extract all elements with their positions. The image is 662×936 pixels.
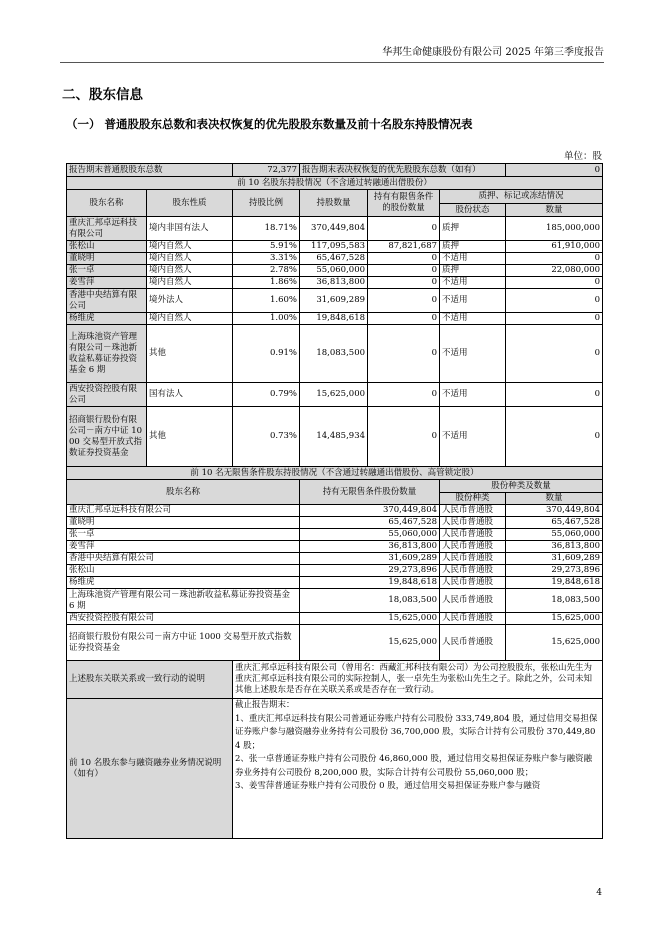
pledge-amount: 0 [506,253,603,265]
pledge-status: 不适用 [440,325,506,383]
share-amount: 65,467,528 [506,517,603,529]
table-row [67,407,603,467]
pledge-status: 不适用 [440,289,506,313]
pledge-amount: 185,000,000 [506,217,603,241]
page-number: 4 [596,888,602,898]
pledge-status: 不适用 [440,277,506,289]
unrestricted-header-row-1 [67,480,603,493]
restricted-qty: 87,821,687 [368,241,440,253]
section-title: 二、股东信息 [62,87,143,103]
table-row [67,265,603,277]
shareholder-table [66,163,603,839]
share-type: 人民币普通股 [440,553,506,565]
share-amount: 18,083,500 [506,589,603,613]
pledge-status: 不适用 [440,313,506,325]
table-row [67,529,603,541]
shareholder-name: 姜雪萍 [67,277,147,289]
shareholder-name: 上海珠池资产管理有限公司－珠池新收益私募证券投资基金 6 期 [67,325,147,383]
margin-financing-line: 截止报告期末： [235,700,295,710]
table-row [67,253,603,265]
restricted-qty: 0 [368,383,440,407]
holding-ratio: 0.73% [233,407,300,467]
restricted-qty: 0 [368,407,440,467]
margin-financing-line: 3、姜雪萍普通证券账户持有公司股份 0 股，通过信用交易担保证券账户参与融资 [235,781,541,791]
shareholder-nature: 境内自然人 [147,265,233,277]
unrestricted-qty: 15,625,000 [300,613,440,625]
restricted-qty: 0 [368,265,440,277]
holding-ratio: 0.91% [233,325,300,383]
margin-financing-line: 1、重庆汇邦卓远科技有限公司普通证券账户持有公司股份 333,749,804 股，通过信用交易担保证券账户参与融资融券业务持有公司股份 36,700,000 股，实际合计持有公司股份 370,449,804 股； [235,713,598,751]
table-row [67,241,603,253]
table-row [67,553,603,565]
unrestricted-section-label: 前 10 名无限售条件股东持股情况（不含通过转融通出借股份、高管锁定股） [67,467,603,480]
col-header-ratio: 持股比例 [233,190,300,217]
pledge-status: 不适用 [440,253,506,265]
shareholder-name: 招商银行股份有限公司－南方中证 1000 交易型开放式指数证券投资基金 [67,625,300,661]
share-amount: 29,273,896 [506,565,603,577]
share-type: 人民币普通股 [440,505,506,517]
holding-ratio: 18.71% [233,217,300,241]
holding-qty: 18,083,500 [300,325,368,383]
restricted-qty: 0 [368,313,440,325]
col-header-amount: 数量 [506,493,603,505]
col-header-type-group: 股份种类及数量 [440,480,603,493]
unrestricted-qty: 15,625,000 [300,625,440,661]
total-holders-label: 报告期末普通股股东总数 [67,164,233,177]
unrestricted-qty: 36,813,800 [300,541,440,553]
table-row [67,565,603,577]
holding-qty: 55,060,000 [300,265,368,277]
running-header: 华邦生命健康股份有限公司 2025 年第三季度报告 [60,46,604,63]
restricted-qty: 0 [368,325,440,383]
relations-text: 重庆汇邦卓远科技有限公司（曾用名：西藏汇邦科技有限公司）为公司控股股东，张松山先生为重庆汇邦卓远科技有限公司的实际控制人，张一卓先生为张松山先生之子。除此之外，公司未知其他上述股东是否存在关联关系或是否存在一致行动。 [233,661,603,699]
table-row [67,577,603,589]
col-header-status: 股份状态 [440,204,506,217]
subsection-title: （一） 普通股股东总数和表决权恢复的优先股股东数量及前十名股东持股情况表 [66,117,473,131]
shareholder-nature: 其他 [147,407,233,467]
share-type: 人民币普通股 [440,517,506,529]
share-type: 人民币普通股 [440,541,506,553]
col-header-unrestricted-qty: 持有无限售条件股份数量 [300,480,440,505]
shareholder-nature: 国有法人 [147,383,233,407]
top10-header-row-1 [67,190,603,204]
table-row [67,313,603,325]
relations-row [67,661,603,699]
table-row [67,289,603,313]
holding-ratio: 0.79% [233,383,300,407]
holding-qty: 370,449,804 [300,217,368,241]
shareholder-name: 张松山 [67,241,147,253]
pledge-status: 质押 [440,265,506,277]
holding-ratio: 1.00% [233,313,300,325]
holding-qty: 31,609,289 [300,289,368,313]
shareholder-name: 杨维虎 [67,313,147,325]
col-header-restricted: 持有有限售条件的股份数量 [368,190,440,217]
shareholder-name: 西安投资控股有限公司 [67,383,147,407]
pledge-status: 不适用 [440,383,506,407]
table-row [67,589,603,613]
table-row [67,613,603,625]
relations-label: 上述股东关联关系或一致行动的说明 [67,661,233,699]
pledge-amount: 0 [506,277,603,289]
unrestricted-qty: 18,083,500 [300,589,440,613]
shareholder-name: 西安投资控股有限公司 [67,613,300,625]
col-header-name: 股东名称 [67,190,147,217]
table-row [67,541,603,553]
unrestricted-qty: 29,273,896 [300,565,440,577]
share-amount: 55,060,000 [506,529,603,541]
holding-qty: 14,485,934 [300,407,368,467]
shareholder-name: 香港中央结算有限公司 [67,289,147,313]
holding-ratio: 3.31% [233,253,300,265]
margin-financing-row [67,699,603,839]
share-amount: 31,609,289 [506,553,603,565]
holding-qty: 15,625,000 [300,383,368,407]
restricted-qty: 0 [368,289,440,313]
col-header-pledge: 质押、标记或冻结情况 [440,190,603,204]
holding-qty: 36,813,800 [300,277,368,289]
preferred-holders-label: 报告期末表决权恢复的优先股股东总数（如有） [300,164,506,177]
share-amount: 15,625,000 [506,625,603,661]
share-type: 人民币普通股 [440,565,506,577]
preferred-holders-value: 0 [506,164,603,177]
margin-financing-label: 前 10 名股东参与融资融券业务情况说明（如有） [67,699,233,839]
shareholder-nature: 境内自然人 [147,313,233,325]
shareholder-name: 张一卓 [67,529,300,541]
total-holders-value: 72,377 [233,164,300,177]
shareholder-name: 重庆汇邦卓远科技有限公司 [67,217,147,241]
share-amount: 15,625,000 [506,613,603,625]
holding-ratio: 1.86% [233,277,300,289]
share-amount: 370,449,804 [506,505,603,517]
table-row [67,217,603,241]
table-row [67,383,603,407]
pledge-amount: 0 [506,325,603,383]
holding-ratio: 5.91% [233,241,300,253]
unrestricted-qty: 55,060,000 [300,529,440,541]
unrestricted-qty: 65,467,528 [300,517,440,529]
shareholder-name: 上海珠池资产管理有限公司－珠池新收益私募证券投资基金 6 期 [67,589,300,613]
shareholder-nature: 境内自然人 [147,277,233,289]
pledge-amount: 61,910,000 [506,241,603,253]
pledge-status: 不适用 [440,407,506,467]
share-type: 人民币普通股 [440,613,506,625]
holding-qty: 19,848,618 [300,313,368,325]
table-row [67,625,603,661]
shareholder-nature: 其他 [147,325,233,383]
shareholder-name: 董晓明 [67,517,300,529]
col-header-name: 股东名称 [67,480,300,505]
unrestricted-qty: 19,848,618 [300,577,440,589]
top10-section-row [67,177,603,190]
holding-qty: 117,095,583 [300,241,368,253]
margin-financing-text [233,699,603,839]
shareholder-nature: 境内自然人 [147,241,233,253]
col-header-amount: 数量 [506,204,603,217]
unrestricted-qty: 370,449,804 [300,505,440,517]
holding-ratio: 1.60% [233,289,300,313]
shareholder-nature: 境外法人 [147,289,233,313]
shareholder-name: 董晓明 [67,253,147,265]
table-row [67,517,603,529]
restricted-qty: 0 [368,253,440,265]
shareholder-name: 重庆汇邦卓远科技有限公司 [67,505,300,517]
pledge-amount: 0 [506,313,603,325]
col-header-qty: 持股数量 [300,190,368,217]
holding-ratio: 2.78% [233,265,300,277]
pledge-amount: 22,080,000 [506,265,603,277]
shareholder-name: 姜雪萍 [67,541,300,553]
share-type: 人民币普通股 [440,529,506,541]
shareholder-nature: 境内自然人 [147,253,233,265]
col-header-nature: 股东性质 [147,190,233,217]
table-row [67,277,603,289]
restricted-qty: 0 [368,277,440,289]
shareholder-nature: 境内非国有法人 [147,217,233,241]
shareholder-name: 香港中央结算有限公司 [67,553,300,565]
pledge-status: 质押 [440,241,506,253]
unrestricted-qty: 31,609,289 [300,553,440,565]
table-row [67,505,603,517]
shareholder-name: 招商银行股份有限公司－南方中证 1000 交易型开放式指数证券投资基金 [67,407,147,467]
shareholder-name: 杨维虎 [67,577,300,589]
pledge-amount: 0 [506,383,603,407]
pledge-amount: 0 [506,407,603,467]
margin-financing-line: 2、张一卓普通证券账户持有公司股份 46,860,000 股，通过信用交易担保证券账户参与融资融券业务持有公司股份 8,200,000 股，实际合计持有公司股份 55,060,000 股； [235,754,592,778]
pledge-amount: 0 [506,289,603,313]
share-amount: 19,848,618 [506,577,603,589]
share-type: 人民币普通股 [440,577,506,589]
shareholder-name: 张一卓 [67,265,147,277]
restricted-qty: 0 [368,217,440,241]
share-type: 人民币普通股 [440,589,506,613]
unrestricted-section-row [67,467,603,480]
share-amount: 36,813,800 [506,541,603,553]
share-type: 人民币普通股 [440,625,506,661]
pledge-status: 质押 [440,217,506,241]
unit-label: 单位：股 [563,151,602,162]
table-row [67,325,603,383]
col-header-type: 股份种类 [440,493,506,505]
holding-qty: 65,467,528 [300,253,368,265]
shareholder-name: 张松山 [67,565,300,577]
top10-section-label: 前 10 名股东持股情况（不含通过转融通出借股份） [67,177,603,190]
summary-row [67,164,603,177]
